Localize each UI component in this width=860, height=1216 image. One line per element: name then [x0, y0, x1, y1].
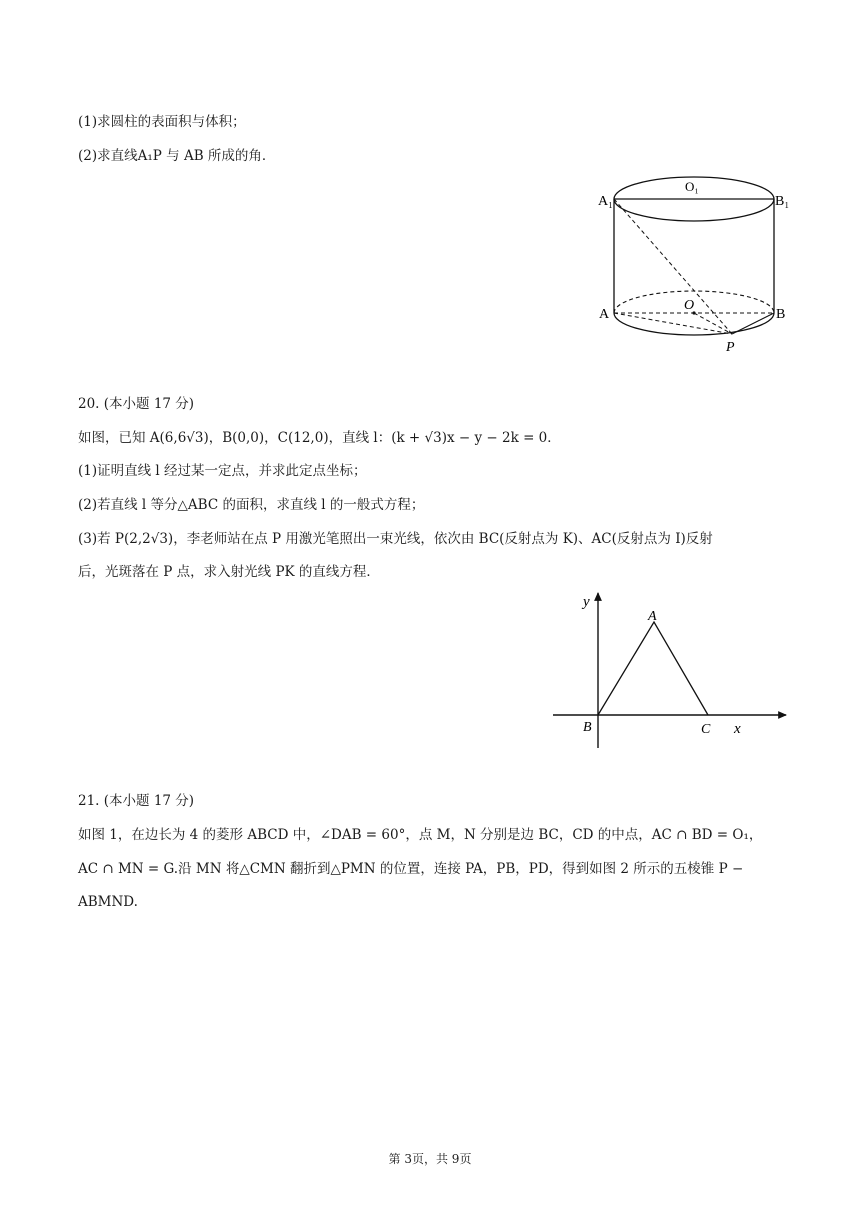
- cylinder-figure: [595, 175, 800, 360]
- label-A: A: [648, 609, 657, 624]
- label-B1: B₁: [775, 194, 790, 209]
- q21-line1: 如图 1，在边长为 4 的菱形 ABCD 中，∠DAB = 60°，点 M，N 分别是边 BC，CD 的中点，AC ∩ BD = O₁，: [78, 827, 763, 843]
- label-A1: A₁: [598, 194, 613, 209]
- q21-header: 21. (本小题 17 分): [78, 793, 195, 809]
- label-y: y: [583, 594, 590, 610]
- label-B: B: [776, 307, 786, 322]
- q20-part3-line1: (3)若 P(2,2√3)，李老师站在点 P 用激光笔照出一束光线，依次由 BC(反射点为 K)、AC(反射点为 I)反射: [78, 531, 713, 547]
- q20-part1: (1)证明直线 l 经过某一定点，并求此定点坐标；: [78, 463, 367, 479]
- q21-line2: AC ∩ MN = G.沿 MN 将△CMN 翻折到△PMN 的位置，连接 PA，PB，PD，得到如图 2 所示的五棱锥 P −: [78, 861, 744, 877]
- q19-part1: (1)求圆柱的表面积与体积；: [78, 114, 246, 130]
- label-O1: O₁: [685, 179, 699, 194]
- q20-stem: 如图，已知 A(6,6√3)，B(0,0)，C(12,0)，直线 l：(k + √3)x − y − 2k = 0．: [78, 430, 561, 446]
- label-B: B: [583, 720, 592, 735]
- label-P: P: [726, 340, 735, 355]
- label-O: O: [684, 298, 695, 313]
- label-C: C: [701, 722, 711, 737]
- triangle-figure: [550, 588, 795, 756]
- q19-part2: (2)求直线A₁P 与 AB 所成的角．: [78, 148, 276, 164]
- page-footer: 第 3页，共 9页: [388, 1152, 472, 1166]
- q21-line3: ABMND.: [78, 894, 138, 910]
- q20-part3-line2: 后，光斑落在 P 点，求入射光线 PK 的直线方程．: [78, 564, 380, 580]
- label-A: A: [599, 307, 610, 322]
- q20-header: 20. (本小题 17 分): [78, 396, 195, 412]
- label-x: x: [734, 721, 741, 737]
- q20-part2: (2)若直线 l 等分△ABC 的面积，求直线 l 的一般式方程；: [78, 497, 425, 513]
